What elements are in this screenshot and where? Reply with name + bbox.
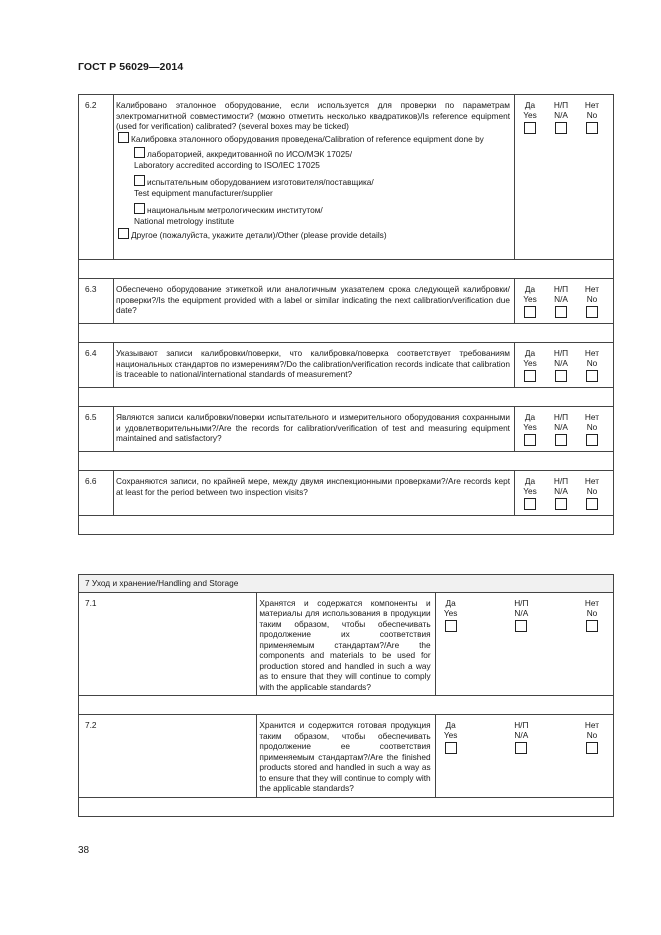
answer-no — [577, 100, 607, 134]
no-label-ru: Нет — [584, 284, 600, 294]
question-text: Обеспечено оборудование этикеткой или аналогичным указателем срока следующей калибровки/проверки?/Is the equipment provided with a label or similar indicating the next calibration/verification due date? — [114, 279, 515, 324]
yes-label-ru: Да — [524, 476, 536, 486]
comment-field[interactable] — [79, 388, 614, 407]
answer-na — [506, 720, 536, 754]
yes-checkbox[interactable] — [445, 742, 457, 754]
answer-no — [577, 598, 607, 632]
answer-no — [577, 348, 607, 382]
no-checkbox[interactable] — [586, 620, 598, 632]
no-label-ru: Нет — [584, 476, 600, 486]
option-other — [118, 228, 510, 241]
done-by-label: Калибровка эталонного оборудования проведена/Calibration of reference equipment done by — [131, 133, 484, 144]
comment-row-7-2 — [79, 797, 614, 816]
answer-options — [515, 471, 614, 516]
section-7-header-row — [79, 575, 614, 593]
no-label-ru: Нет — [584, 720, 600, 730]
yes-label-ru: Да — [524, 412, 536, 422]
comment-row-6-5 — [79, 452, 614, 471]
question-number: 6.3 — [79, 279, 114, 324]
na-label-en: N/A — [554, 486, 568, 496]
question-row-7-2 — [79, 715, 614, 798]
option-accredited-lab — [134, 147, 510, 170]
na-label-ru: Н/П — [514, 720, 529, 730]
question-row-6-4 — [79, 343, 614, 388]
answer-options — [435, 715, 613, 798]
answer-yes — [515, 284, 545, 318]
comment-row-6-6 — [79, 516, 614, 535]
answer-no — [577, 476, 607, 510]
no-label-en: No — [586, 110, 598, 120]
no-label-en: No — [586, 730, 598, 740]
answer-no — [577, 720, 607, 754]
answer-yes — [436, 720, 466, 754]
question-text: Калибровано эталонное оборудование, если используется для проверки по параметрам электромагнитной совместимости? (можно отметить несколько квадратиков)/Is reference equipment (used for verification) calibrated? (several boxes may be ticked) — [116, 100, 510, 131]
yes-label-ru: Да — [524, 284, 536, 294]
yes-label-ru: Да — [445, 720, 456, 730]
no-label-en: No — [586, 358, 598, 368]
question-text: Сохраняются записи, по крайней мере, между двумя инспекционными проверками?/Are records kept at least for the period between two inspection visits? — [114, 471, 515, 516]
document-header: ГОСТ Р 56029—2014 — [78, 61, 184, 73]
no-label-ru: Нет — [584, 597, 600, 608]
answer-yes — [515, 412, 545, 446]
option-national-metrology — [134, 203, 510, 226]
no-label-ru: Нет — [584, 100, 600, 110]
no-checkbox[interactable] — [586, 434, 598, 446]
yes-checkbox[interactable] — [524, 370, 536, 382]
question-row-6-3 — [79, 279, 614, 324]
na-label-ru: Н/П — [553, 348, 569, 358]
na-label-ru: Н/П — [553, 476, 569, 486]
na-checkbox[interactable] — [555, 434, 567, 446]
yes-label-ru: Да — [524, 100, 536, 110]
option-done-by — [118, 132, 510, 145]
yes-label-en: Yes — [443, 607, 458, 618]
no-checkbox[interactable] — [586, 306, 598, 318]
na-label-ru: Н/П — [553, 284, 569, 294]
na-checkbox[interactable] — [515, 742, 527, 754]
comment-field[interactable] — [79, 452, 614, 471]
question-row-7-1 — [79, 592, 614, 696]
national-metrology-checkbox[interactable] — [134, 203, 145, 214]
yes-checkbox[interactable] — [524, 434, 536, 446]
answer-yes — [515, 348, 545, 382]
answer-options — [435, 592, 613, 696]
answer-na — [546, 100, 576, 134]
na-label-ru: Н/П — [553, 412, 569, 422]
no-label-ru: Нет — [584, 348, 600, 358]
no-checkbox[interactable] — [586, 742, 598, 754]
na-label-en: N/A — [554, 294, 568, 304]
comment-row-7-1 — [79, 696, 614, 715]
yes-label-ru: Да — [524, 348, 536, 358]
section-6-table — [78, 94, 614, 535]
section-title: 7 Уход и хранение/Handling and Storage — [79, 575, 614, 593]
national-metrology-label-ru: национальным метрологическим институтом/ — [147, 205, 323, 215]
comment-field[interactable] — [79, 260, 614, 279]
answer-no — [577, 284, 607, 318]
yes-checkbox[interactable] — [524, 122, 536, 134]
no-checkbox[interactable] — [586, 370, 598, 382]
yes-label-en: Yes — [523, 358, 537, 368]
accredited-lab-label-en: Laboratory accredited according to ISO/IEC 17025 — [134, 159, 320, 170]
na-label-ru: Н/П — [514, 597, 529, 608]
no-checkbox[interactable] — [586, 122, 598, 134]
na-label-en: N/A — [554, 358, 568, 368]
answer-options — [515, 407, 614, 452]
yes-label-en: Yes — [523, 110, 537, 120]
yes-label-en: Yes — [523, 422, 537, 432]
no-label-en: No — [586, 486, 598, 496]
comment-row-6-2 — [79, 260, 614, 279]
na-checkbox[interactable] — [555, 122, 567, 134]
section-7-table — [78, 574, 614, 817]
na-label-en: N/A — [554, 422, 568, 432]
na-label-ru: Н/П — [553, 100, 569, 110]
comment-row-6-3 — [79, 324, 614, 343]
other-label: Другое (пожалуйста, укажите детали)/Other (please provide details) — [131, 230, 387, 240]
comment-field[interactable] — [79, 516, 614, 535]
accredited-lab-checkbox[interactable] — [134, 147, 145, 158]
question-number: 6.4 — [79, 343, 114, 388]
question-text: Хранится и содержится готовая продукция таким образом, чтобы обеспечивать продолжение ее соответствия применяемым стандартам?/Are the finished products stored and handled in such a way as to ensure that they will continue to comply with the applicable standards? — [257, 715, 435, 798]
yes-checkbox[interactable] — [524, 306, 536, 318]
question-number: 7.1 — [79, 592, 257, 696]
question-text: Указывают записи калибровки/поверки, что калибровка/поверка соответствует требованиям национальных стандартов по измерениям?/Do the calibration/verification records indicate that calibration is traceable to national/international standards of measurement? — [114, 343, 515, 388]
no-label-ru: Нет — [584, 412, 600, 422]
na-checkbox[interactable] — [555, 498, 567, 510]
answer-na — [546, 412, 576, 446]
yes-label-ru: Да — [445, 597, 456, 608]
question-number: 6.6 — [79, 471, 114, 516]
na-checkbox[interactable] — [515, 620, 527, 632]
na-label-en: N/A — [514, 607, 529, 618]
answer-no — [577, 412, 607, 446]
answer-yes — [515, 476, 545, 510]
question-cell — [114, 95, 515, 260]
yes-checkbox[interactable] — [445, 620, 457, 632]
yes-checkbox[interactable] — [524, 498, 536, 510]
na-checkbox[interactable] — [555, 306, 567, 318]
answer-na — [506, 598, 536, 632]
no-label-en: No — [586, 294, 598, 304]
question-text: Хранятся и содержатся компоненты и материалы для использования в продукции таким образом, чтобы обеспечивать продолжение их соответствия применяемым стандартам?/Are the components and materials to be used for production stored and handled in such a way as to ensure that they will continue to comply with the applicable standards? — [257, 592, 435, 696]
answer-na — [546, 284, 576, 318]
answer-na — [546, 348, 576, 382]
national-metrology-label-en: National metrology institute — [134, 215, 235, 226]
answer-options — [515, 279, 614, 324]
manufacturer-label-ru: испытательным оборудованием изготовителя/поставщика/ — [147, 177, 374, 187]
yes-label-en: Yes — [523, 294, 537, 304]
comment-field[interactable] — [79, 696, 614, 715]
accredited-lab-label-ru: лабораторией, аккредитованной по ИСО/МЭК 17025/ — [147, 149, 352, 159]
comment-field[interactable] — [79, 324, 614, 343]
manufacturer-checkbox[interactable] — [134, 175, 145, 186]
page-number: 38 — [78, 845, 90, 856]
comment-row-6-4 — [79, 388, 614, 407]
answer-na — [546, 476, 576, 510]
yes-label-en: Yes — [443, 730, 458, 740]
no-label-en: No — [586, 422, 598, 432]
option-manufacturer — [134, 175, 510, 198]
question-number: 7.2 — [79, 715, 257, 798]
question-row-6-5 — [79, 407, 614, 452]
question-number: 6.2 — [79, 95, 114, 260]
comment-field[interactable] — [79, 797, 614, 816]
other-checkbox[interactable] — [118, 228, 129, 239]
answer-yes — [436, 598, 466, 632]
no-checkbox[interactable] — [586, 498, 598, 510]
question-text: Являются записи калибровки/поверки испытательного и измерительного оборудования сохранными и удовлетворительными?/Are the records for calibration/verification of test and measuring equipment maintained and satisfactory? — [114, 407, 515, 452]
question-row-6-2 — [79, 95, 614, 260]
yes-label-en: Yes — [523, 486, 537, 496]
question-row-6-6 — [79, 471, 614, 516]
question-number: 6.5 — [79, 407, 114, 452]
answer-options — [515, 95, 614, 260]
answer-options — [515, 343, 614, 388]
na-label-en: N/A — [554, 110, 568, 120]
no-label-en: No — [586, 607, 598, 618]
na-label-en: N/A — [514, 730, 529, 740]
answer-yes — [515, 100, 545, 134]
done-by-checkbox[interactable] — [118, 132, 129, 143]
manufacturer-label-en: Test equipment manufacturer/supplier — [134, 187, 273, 198]
na-checkbox[interactable] — [555, 370, 567, 382]
